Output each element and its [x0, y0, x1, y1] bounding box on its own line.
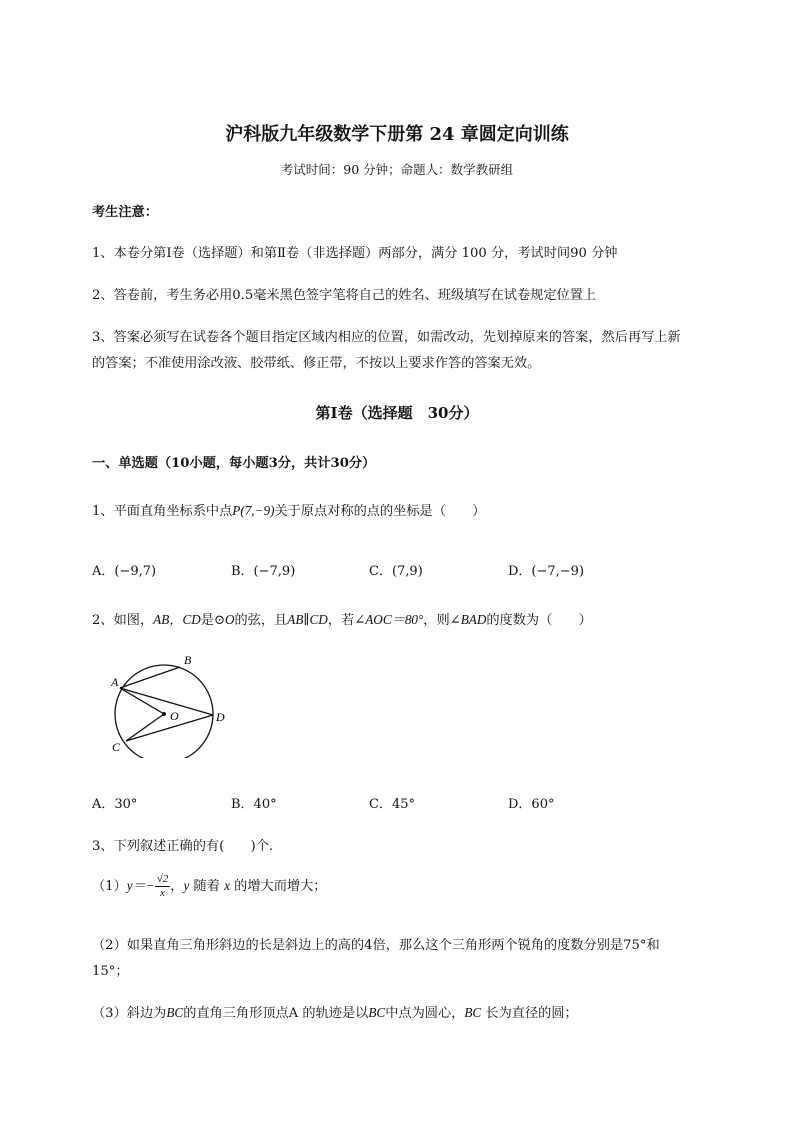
chord-ad	[120, 688, 213, 715]
statement-3-text-c: 中点为圆心，	[385, 1006, 465, 1021]
question-3-statement-1	[92, 873, 326, 900]
label-d: D	[216, 710, 225, 724]
statement-3-bc-2: BC	[368, 1005, 386, 1020]
question-2-option-b[interactable]: B．40°	[231, 797, 277, 812]
statement-1-text-a: 随着	[189, 879, 225, 894]
question-2-angle-given: ∠AOC＝80°	[354, 612, 424, 627]
notice-item-1: 1、本卷分第Ⅰ卷（选择题）和第Ⅱ卷（非选择题）两部分，满分 100 分，考试时间90 分钟	[92, 246, 618, 261]
question-2-text-e: ，则	[423, 613, 450, 628]
question-2-text-f: 的度数为（ ）	[486, 613, 592, 628]
circle-o	[115, 665, 213, 758]
notice-item-2: 2、答卷前，考生务必用0.5毫米黑色签字笔将自己的姓名、班级填写在试卷规定位置上	[92, 288, 597, 303]
question-2-text-d: ，若	[327, 613, 355, 628]
question-2-chords: AB，CD	[153, 612, 201, 627]
circle-figure	[104, 648, 234, 758]
fraction-denominator: x	[160, 887, 165, 899]
part-heading: 一、单选题（10小题，每小题3分，共计30分）	[92, 456, 376, 471]
chord-ab	[120, 667, 180, 688]
question-2-text-a: 2、如图，	[92, 613, 154, 628]
section-title: 第Ⅰ卷（选择题 30分）	[315, 404, 479, 422]
statement-1-var-x: x	[224, 878, 230, 893]
question-1-text-a: 1、平面直角坐标系中点	[92, 504, 233, 519]
statement-3-text-d: 长为直径的圆；	[481, 1006, 578, 1021]
question-1-point: P(7,−9)	[232, 503, 275, 518]
statement-1-var-y: y	[183, 878, 190, 893]
statement-3-text-a: （3）斜边为	[92, 1006, 167, 1021]
notice-item-3-line-2: 的答案；不准使用涂改液、胶带纸、修正带，不按以上要求作答的答案无效。	[92, 356, 541, 371]
question-2-circle: O	[225, 612, 235, 627]
question-2-option-c[interactable]: C．45°	[369, 797, 415, 812]
question-2-text-b: 是⊙	[200, 613, 226, 628]
question-1-option-a[interactable]: A．(−9,7)	[92, 564, 157, 579]
center-point	[162, 712, 166, 716]
exam-info: 考试时间：90 分钟；命题人：数学教研组	[280, 162, 514, 177]
question-3-statement-2-line-2: 15°；	[92, 964, 129, 979]
question-3-stem: 3、下列叙述正确的有( )个.	[92, 839, 274, 854]
question-2-stem	[92, 609, 592, 628]
label-o: O	[170, 709, 179, 723]
question-2-parallel: AB∥CD	[287, 612, 328, 627]
label-c: C	[112, 740, 121, 754]
question-2-angle-ask: ∠BAD	[449, 612, 487, 627]
question-3-statement-2-line-1: （2）如果直角三角形斜边的长是斜边上的高的4倍，那么这个三角形两个锐角的度数分别是75°和	[92, 938, 660, 953]
page-title: 沪科版九年级数学下册第 24 章圆定向训练	[225, 124, 569, 145]
question-3-statement-3	[92, 1002, 578, 1021]
radius-oa	[120, 688, 164, 714]
statement-1-lhs: y＝−	[126, 878, 155, 893]
label-b: B	[184, 653, 192, 667]
statement-3-bc-1: BC	[166, 1005, 184, 1020]
statement-3-text-b: 的直角三角形顶点A 的轨迹是以	[183, 1006, 369, 1021]
question-1-option-d[interactable]: D．(−7,−9)	[508, 564, 585, 579]
notice-item-3-line-1: 3、答案必须写在试卷各个题目指定区域内相应的位置，如需改动，先划掉原来的答案，然后再写上新	[92, 330, 681, 345]
statement-1-text-b: 的增大而增大；	[229, 879, 327, 894]
question-1-text-b: 关于原点对称的点的坐标是（ ）	[274, 504, 486, 519]
question-1-option-c[interactable]: C．(7,9)	[369, 564, 423, 579]
notice-heading: 考生注意：	[92, 205, 158, 220]
radius-oc	[126, 714, 164, 741]
fraction-numerator: √2	[156, 873, 169, 885]
question-2-option-a[interactable]: A．30°	[92, 797, 138, 812]
question-1-option-b[interactable]: B．(−7,9)	[231, 564, 296, 579]
question-2-text-c: 的弦，且	[234, 613, 288, 628]
question-1-stem	[92, 500, 486, 519]
statement-1-fraction	[155, 873, 171, 900]
statement-3-bc-3: BC	[464, 1005, 482, 1020]
label-a: A	[111, 675, 119, 689]
statement-1-comma: ，	[170, 879, 184, 894]
question-2-option-d[interactable]: D．60°	[508, 797, 555, 812]
statement-1-prefix: （1）	[92, 879, 127, 894]
